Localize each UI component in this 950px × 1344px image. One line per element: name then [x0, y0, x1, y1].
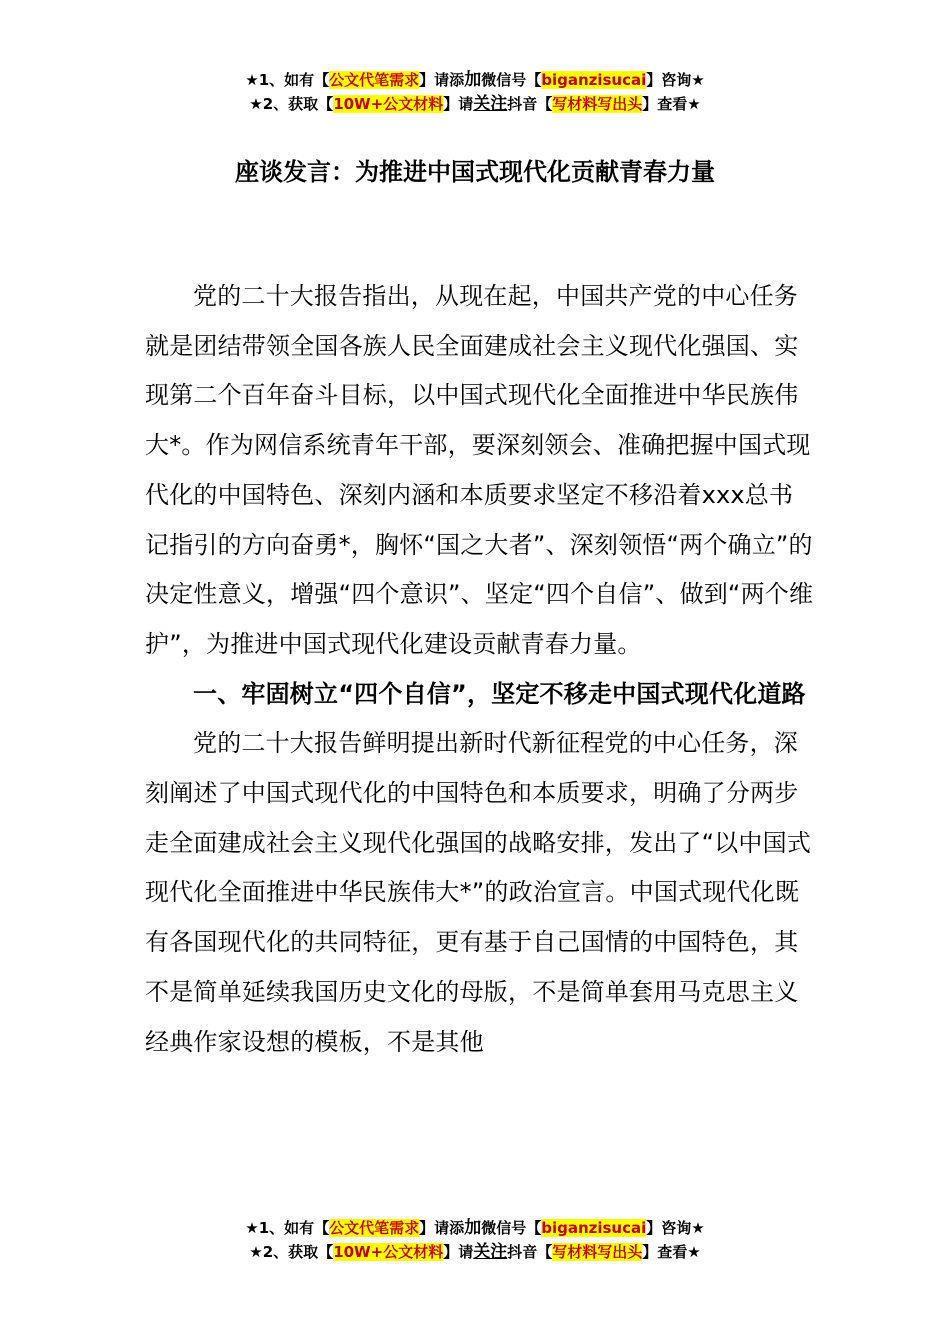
ad-text: 】请添 [419, 71, 465, 89]
ad-text: 抖音【 [507, 95, 553, 113]
ad-text: ★1、如有【 [245, 71, 330, 89]
ad-highlight: 10W+公文材料 [333, 95, 444, 113]
header-ad [0, 68, 950, 116]
ad-text: 】请添 [419, 1219, 465, 1237]
paragraph: 党的二十大报告指出，从现在起，中国共产党的中心任务就是团结带领全国各族人民全面建成社会主义现代化强国、实现第二个百年奋斗目标，以中国式现代化全面推进中华民族伟大*。作为网信系统青年干部，要深刻领会、准确把握中国式现代化的中国特色、深刻内涵和本质要求坚定不移沿着xxx总书记指引的方向奋勇*，胸怀“国之大者”、深刻领悟“两个确立”的决定性意义，增强“四个意识”、坚定“四个自信”、做到“两个维护”，为推进中国式现代化建设贡献青春力量。 [145, 282, 814, 658]
ad-text: 加 [464, 1218, 482, 1238]
ad-text: 】咨询★ [646, 1219, 705, 1237]
paragraph: 党的二十大报告鲜明提出新时代新征程党的中心任务，深刻阐述了中国式现代化的中国特色和本质要求，明确了分两步走全面建成社会主义现代化强国的战略安排，发出了“以中国式现代化全面推进中华民族伟大*”的政治宣言。中国式现代化既有各国现代化的共同特征，更有基于自己国情的中国特色，其不是简单延续我国历史文化的母版，不是简单套用马克思主义经典作家设想的模板，不是其他 [145, 729, 812, 1056]
section-heading: 一、牢固树立“四个自信”，坚定不移走中国式现代化道路 [193, 679, 806, 708]
ad-text: 】查看★ [642, 1243, 701, 1261]
footer-ad-line-2 [0, 1240, 950, 1264]
ad-text: 微信号【 [481, 71, 542, 89]
ad-text: 】咨询★ [646, 71, 705, 89]
document-body [145, 272, 815, 1067]
ad-text: 】请 [443, 95, 474, 113]
ad-highlight: biganzisucai [541, 71, 647, 89]
ad-text: ★1、如有【 [245, 1219, 330, 1237]
ad-highlight: 写材料写出头 [552, 95, 643, 113]
ad-highlight: 公文代笔需求 [329, 71, 420, 89]
footer-ad [0, 1216, 950, 1264]
ad-highlight: 10W+公文材料 [333, 1243, 444, 1261]
ad-text: 抖音【 [507, 1243, 553, 1261]
ad-highlight: 写材料写出头 [552, 1243, 643, 1261]
ad-text: 微信号【 [481, 1219, 542, 1237]
ad-highlight: biganzisucai [541, 1219, 647, 1237]
ad-text: 】请 [443, 1243, 474, 1261]
ad-text: 】查看★ [642, 95, 701, 113]
ad-text: ★2、获取【 [249, 95, 334, 113]
ad-highlight: 公文代笔需求 [329, 1219, 420, 1237]
ad-text: 关注 [473, 1242, 508, 1262]
ad-text: ★2、获取【 [249, 1243, 334, 1261]
footer-ad-line-1 [0, 1216, 950, 1240]
document-title: 座谈发言：为推进中国式现代化贡献青春力量 [235, 158, 715, 186]
ad-text: 关注 [473, 94, 508, 114]
ad-text: 加 [464, 70, 482, 90]
header-ad-line-2 [0, 92, 950, 116]
header-ad-line-1 [0, 68, 950, 92]
